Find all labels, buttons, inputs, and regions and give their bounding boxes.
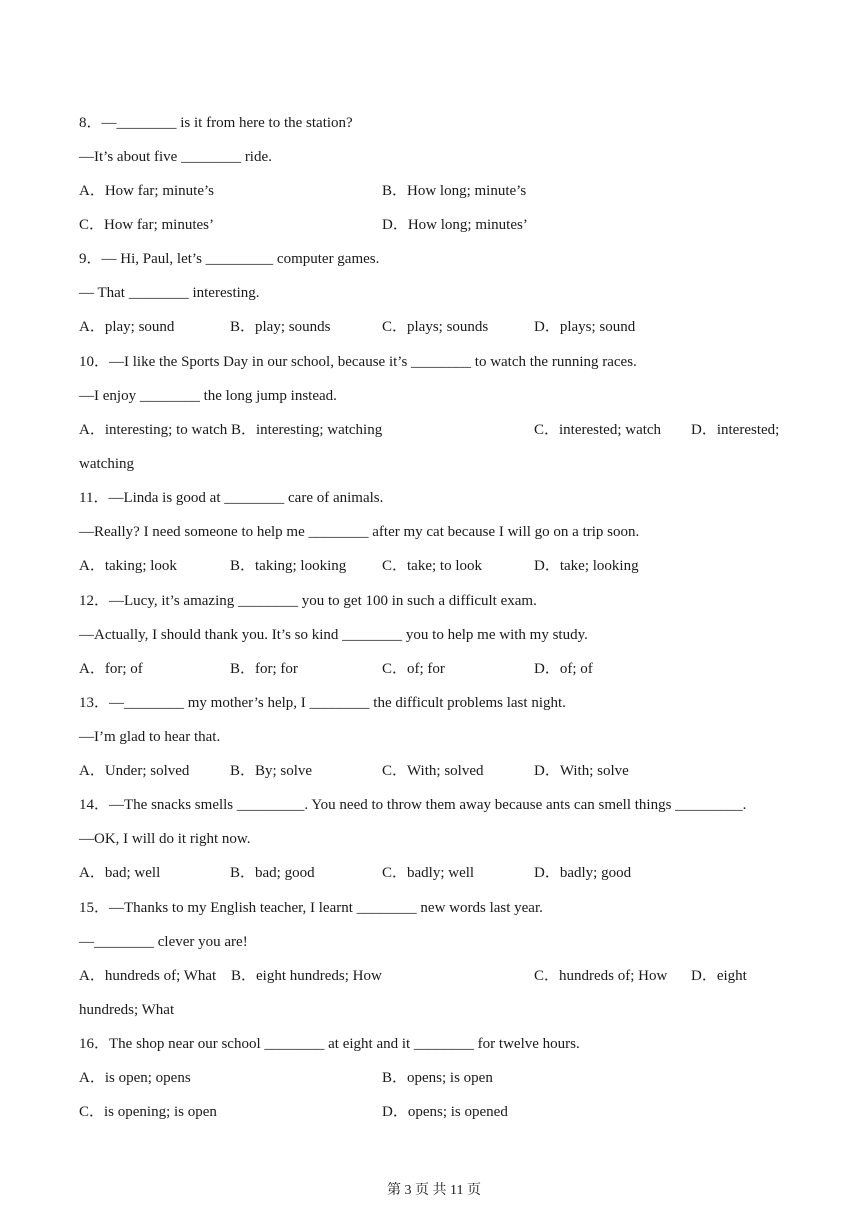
question-8-stem: 8．—________ is it from here to the station? bbox=[79, 115, 353, 131]
page-footer: 第 3 页 共 11 页 bbox=[387, 1183, 481, 1198]
question-11-option-a[interactable]: A．taking; look bbox=[79, 558, 177, 574]
question-14-option-d[interactable]: D．badly; good bbox=[534, 865, 632, 881]
question-16-stem: 16．The shop near our school ________ at eight and it ________ for twelve hours. bbox=[79, 1036, 580, 1052]
question-14-reply: —OK, I will do it right now. bbox=[79, 831, 251, 847]
question-13-stem: 13．—________ my mother’s help, I ________ the difficult problems last night. bbox=[79, 695, 566, 711]
question-10-option-b[interactable]: B．interesting; watching bbox=[231, 422, 383, 438]
question-8-reply: —It’s about five ________ ride. bbox=[79, 149, 272, 165]
question-9-option-b[interactable]: B．play; sounds bbox=[230, 319, 331, 335]
question-15-reply: —________ clever you are! bbox=[79, 934, 248, 950]
question-15-stem: 15．—Thanks to my English teacher, I learnt ________ new words last year. bbox=[79, 900, 543, 916]
question-15-option-b[interactable]: B．eight hundreds; How bbox=[231, 968, 382, 984]
question-16-option-a[interactable]: A．is open; opens bbox=[79, 1070, 191, 1086]
question-15-option-a[interactable]: A．hundreds of; What bbox=[79, 968, 217, 984]
question-9-option-d[interactable]: D．plays; sound bbox=[534, 319, 636, 335]
question-16-option-b[interactable]: B．opens; is open bbox=[382, 1070, 493, 1086]
question-9-reply: — That ________ interesting. bbox=[79, 285, 260, 301]
question-9-option-c[interactable]: C．plays; sounds bbox=[382, 319, 489, 335]
question-9-stem: 9．— Hi, Paul, let’s _________ computer games. bbox=[79, 251, 380, 267]
question-15-option-c[interactable]: C．hundreds of; How bbox=[534, 968, 668, 984]
question-9-option-a[interactable]: A．play; sound bbox=[79, 319, 175, 335]
question-12-reply: —Actually, I should thank you. It’s so kind ________ you to help me with my study. bbox=[79, 627, 588, 643]
question-10-reply: —I enjoy ________ the long jump instead. bbox=[79, 388, 337, 404]
question-14-option-c[interactable]: C．badly; well bbox=[382, 865, 475, 881]
question-15-option-d-wrap[interactable]: hundreds; What bbox=[79, 1002, 175, 1018]
question-8-option-d[interactable]: D．How long; minutes’ bbox=[382, 217, 528, 233]
question-8-option-a[interactable]: A．How far; minute’s bbox=[79, 183, 214, 199]
question-16-option-c[interactable]: C．is opening; is open bbox=[79, 1104, 217, 1120]
question-12-stem: 12．—Lucy, it’s amazing ________ you to get 100 in such a difficult exam. bbox=[79, 593, 537, 609]
question-11-reply: —Really? I need someone to help me ________ after my cat because I will go on a trip soon. bbox=[79, 524, 640, 540]
question-13-option-b[interactable]: B．By; solve bbox=[230, 763, 313, 779]
question-10-option-a[interactable]: A．interesting; to watch bbox=[79, 422, 228, 438]
question-8-option-b[interactable]: B．How long; minute’s bbox=[382, 183, 527, 199]
question-16-option-d[interactable]: D．opens; is opened bbox=[382, 1104, 508, 1120]
question-11-option-c[interactable]: C．take; to look bbox=[382, 558, 482, 574]
question-13-reply: —I’m glad to hear that. bbox=[79, 729, 221, 745]
question-11-option-d[interactable]: D．take; looking bbox=[534, 558, 639, 574]
question-11-option-b[interactable]: B．taking; looking bbox=[230, 558, 347, 574]
question-14-stem: 14．—The snacks smells _________. You need to throw them away because ants can smell things _________. bbox=[79, 797, 747, 813]
question-12-option-a[interactable]: A．for; of bbox=[79, 661, 143, 677]
question-10-option-c[interactable]: C．interested; watch bbox=[534, 422, 662, 438]
question-13-option-d[interactable]: D．With; solve bbox=[534, 763, 629, 779]
question-10-option-d[interactable]: D．interested; bbox=[691, 422, 780, 438]
question-12-option-c[interactable]: C．of; for bbox=[382, 661, 445, 677]
question-15-option-d[interactable]: D．eight bbox=[691, 968, 747, 984]
question-10-option-d-wrap[interactable]: watching bbox=[79, 456, 134, 472]
question-12-option-b[interactable]: B．for; for bbox=[230, 661, 298, 677]
question-13-option-c[interactable]: C．With; solved bbox=[382, 763, 484, 779]
question-13-option-a[interactable]: A．Under; solved bbox=[79, 763, 190, 779]
question-12-option-d[interactable]: D．of; of bbox=[534, 661, 593, 677]
question-14-option-a[interactable]: A．bad; well bbox=[79, 865, 161, 881]
question-14-option-b[interactable]: B．bad; good bbox=[230, 865, 315, 881]
question-11-stem: 11．—Linda is good at ________ care of animals. bbox=[79, 490, 384, 506]
question-8-option-c[interactable]: C．How far; minutes’ bbox=[79, 217, 214, 233]
question-10-stem: 10．—I like the Sports Day in our school, because it’s ________ to watch the running races. bbox=[79, 354, 637, 370]
